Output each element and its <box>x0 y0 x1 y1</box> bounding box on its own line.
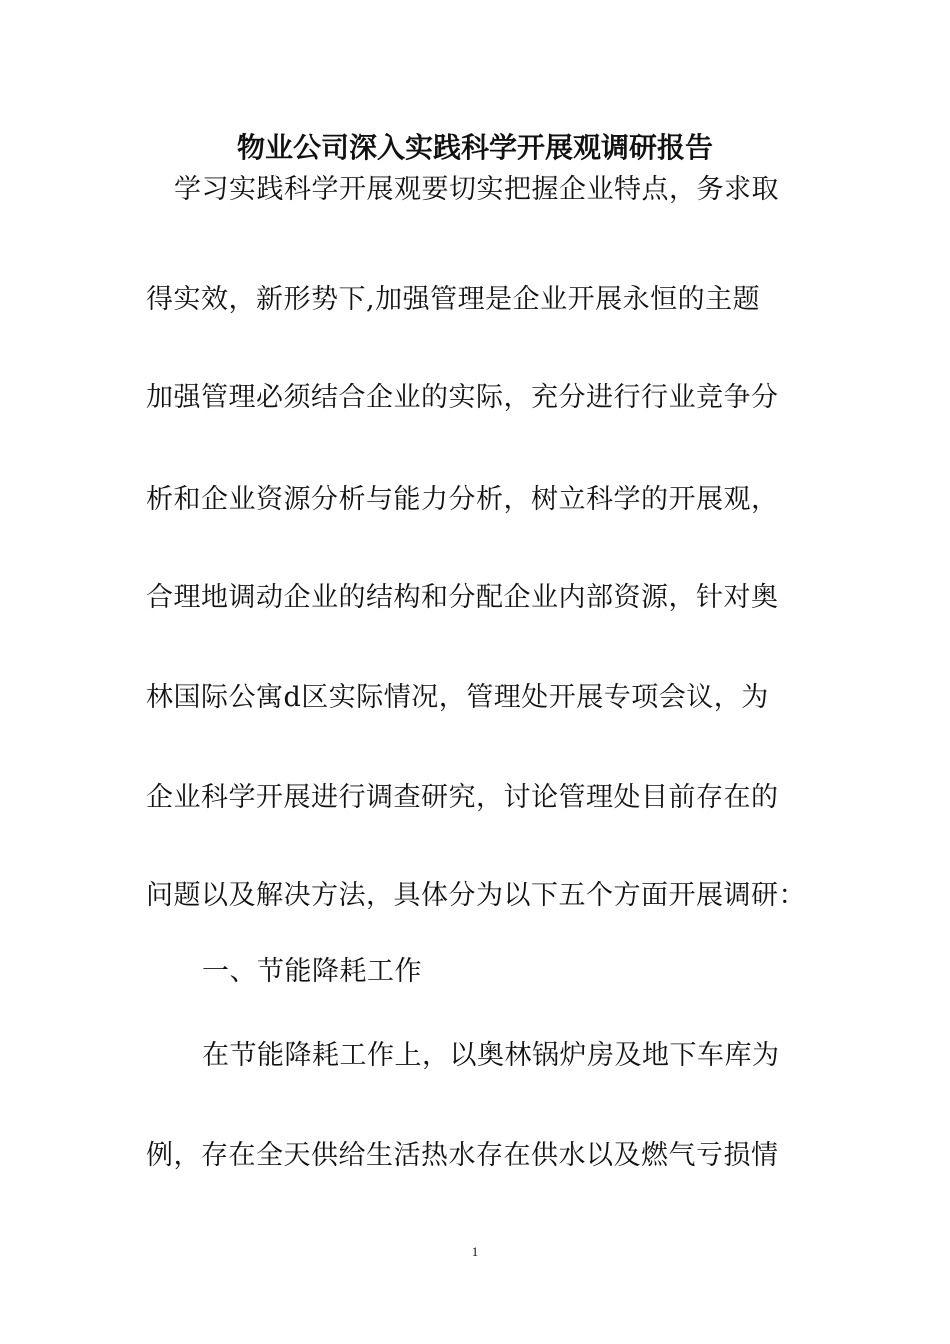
paragraph-line: 得实效，新形势下,加强管理是企业开展永恒的主题 <box>146 284 761 315</box>
paragraph-line: 析和企业资源分析与能力分析，树立科学的开展观， <box>146 484 779 515</box>
document-title: 物业公司深入实践科学开展观调研报告 <box>236 131 713 164</box>
paragraph-line: 合理地调动企业的结构和分配企业内部资源，针对奥 <box>146 582 779 613</box>
page-number: 1 <box>471 1244 479 1259</box>
section-heading: 一、节能降耗工作 <box>202 956 422 987</box>
paragraph-line: 例，存在全天供给生活热水存在供水以及燃气亏损情 <box>146 1140 779 1171</box>
paragraph-line: 林国际公寓d区实际情况，管理处开展专项会议，为 <box>146 682 769 713</box>
paragraph-line: 企业科学开展进行调查研究，讨论管理处目前存在的 <box>146 782 779 813</box>
paragraph-line: 在节能降耗工作上，以奥林锅炉房及地下车库为 <box>202 1040 780 1071</box>
paragraph-line: 问题以及解决方法，具体分为以下五个方面开展调研： <box>146 880 806 911</box>
paragraph-line: 加强管理必须结合企业的实际，充分进行行业竞争分 <box>146 382 779 413</box>
paragraph-line: 学习实践科学开展观要切实把握企业特点，务求取 <box>174 174 779 205</box>
